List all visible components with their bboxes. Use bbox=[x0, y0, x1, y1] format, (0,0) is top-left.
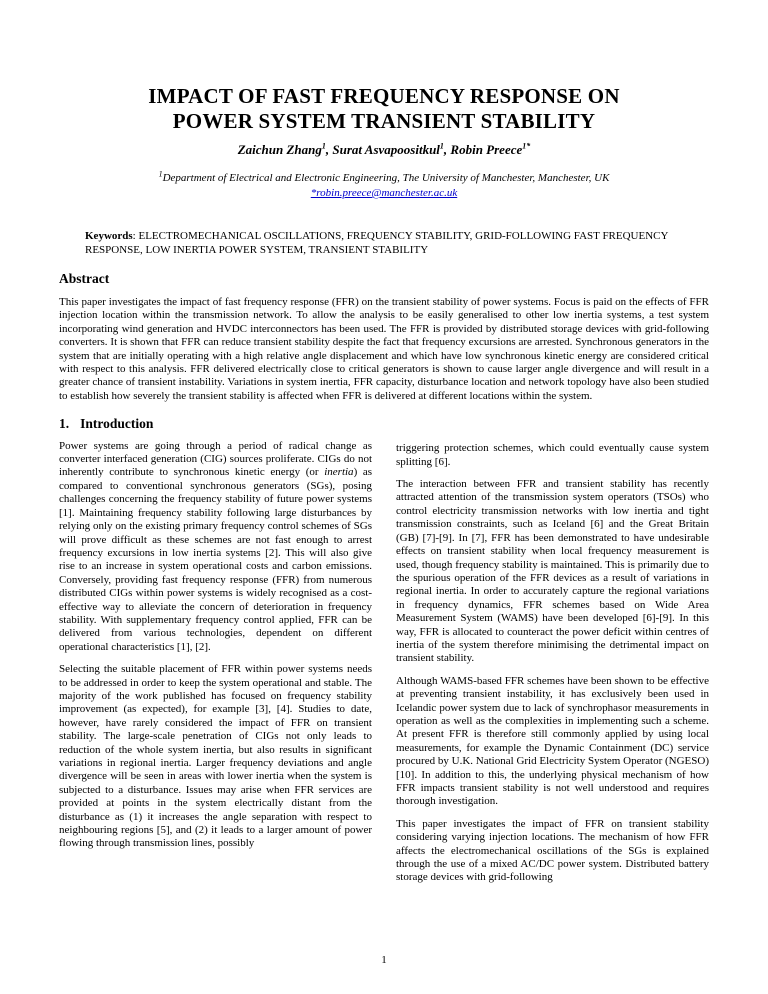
section-heading-introduction bbox=[59, 417, 372, 430]
paragraph: Although WAMS-based FFR schemes have been shown to be effective at preventing transient instability, it has exclusively been used in Icelandic power system due to lack of synchrophasor measurements in operation as well as the complexities in implementing such a scheme. At present FFR is therefore still commonly applied by using local measurements, for example the Dynamic Containment (DC) service procured by U.K. National Grid Electricity System Operator (NGESO) [10]. In addition to this, the underlying physical mechanism of how FFR impacts transient stability is not well understood and requires thorough investigation. bbox=[396, 674, 709, 808]
emphasized-term: inertia bbox=[324, 466, 354, 479]
left-column bbox=[59, 417, 372, 885]
keywords-line bbox=[85, 230, 707, 257]
introduction-section bbox=[59, 417, 709, 885]
section-title: Introduction bbox=[80, 416, 154, 432]
author-name: Zaichun Zhang bbox=[237, 142, 322, 157]
author-affiliation-marker: 1 bbox=[439, 141, 444, 151]
page-number: 1 bbox=[381, 954, 387, 966]
author-name: Robin Preece bbox=[450, 142, 523, 157]
paragraph-text: ) as compared to conventional synchronous generators (SGs), posing challenges concerning the frequency stability of future power systems [1]. Maintaining frequency stability following large disturbances by relying only on the existing primary frequency control schemes of SGs will prove difficult as these schemes are not fast enough to arrest frequency excursions in low inertia systems [2]. This will also give rise to an increase in system operational costs and carbon emissions. Conversely, providing fast frequency response (FFR) from numerous distributed CIGs within power systems is widely recognised as a cost-effective way to alleviate the concern of deterioration in frequency stability. With supplementary frequency control applied, FFR can be delivered from various technologies, dependent on different operational characteristics [1], [2]. bbox=[59, 466, 373, 653]
email-line bbox=[59, 187, 709, 200]
author-name: Surat Asvapoositkul bbox=[332, 142, 440, 157]
paragraph: The interaction between FFR and transient stability has recently attracted attention of the transmission system operators (TSOs) who control electricity transmission networks with low inertia and tight transmission constraints, such as Iceland [6] and the Great Britain (GB) [7]-[9]. In [7], FFR has been demonstrated to have undesirable effects on transient stability when local frequency measurement is used, though frequency stability is maintained. This is primarily due to the spurious operation of the FFR devices as a result of variations in regional inertia. In order to accurately capture the regional variations in frequency dynamics, FFR schemes based on Wide Area Measurement System (WAMS) have been developed [6]-[9]. In this way, FFR is allocated to counteract the power deficit within centres of inertia of the system therefore minimising the detrimental impact on transient stability. bbox=[396, 478, 709, 665]
affiliation-line bbox=[59, 169, 709, 185]
keywords-label: Keywords bbox=[85, 230, 133, 242]
affiliation-text: Department of Electrical and Electronic Engineering, The University of Manchester, Manchester, UK bbox=[162, 172, 610, 184]
paragraph: This paper investigates the impact of FFR on transient stability considering varying injection locations. The mechanism of how FFR affects the electromechanical oscillations of the SGs is explained through the use of a mixed AC/DC power system. Distributed battery storage devices with grid-following bbox=[396, 817, 709, 884]
paper-title-line-1: IMPACT OF FAST FREQUENCY RESPONSE ON bbox=[148, 84, 620, 108]
right-column bbox=[396, 417, 709, 885]
abstract-heading: Abstract bbox=[59, 271, 110, 286]
author-separator: , bbox=[325, 142, 333, 157]
keywords-text: : ELECTROMECHANICAL OSCILLATIONS, FREQUENCY STABILITY, GRID-FOLLOWING FAST FREQUENCY RESPONSE, LOW INERTIA POWER SYSTEM, TRANSIENT STABILITY bbox=[85, 230, 669, 256]
authors-line bbox=[59, 142, 709, 158]
paper-title-line-2: POWER SYSTEM TRANSIENT STABILITY bbox=[172, 109, 596, 133]
paragraph: Selecting the suitable placement of FFR within power systems needs to be addressed in order to keep the system operational and stable. The majority of the work published has focused on frequency stability improvement (as expected), for example [3], [4]. Studies to date, however, have rarely considered the impact of FFR on transient stability. The large-scale penetration of CIGs not only leads to reduction of the whole system inertia, but also results in significant variations in regional inertia. Larger frequency deviations and angle divergence will be seen in areas with lower inertia when the system is subjected to a disturbance. Issues may arise when FFR services are provided at points in the system electrically distant from the disturbance as (1) it increases the angle separation with respect to neighbouring regions [5], and (2) it leads to a larger amount of power flowing through transmission lines, possibly bbox=[59, 663, 372, 850]
section-number: 1. bbox=[59, 416, 70, 432]
author-affiliation-marker: 1* bbox=[522, 141, 531, 151]
paragraph: triggering protection schemes, which could eventually cause system splitting [6]. bbox=[396, 442, 709, 468]
author-separator: , bbox=[443, 142, 451, 157]
email-link[interactable]: *robin.preece@manchester.ac.uk bbox=[310, 187, 458, 199]
paragraph bbox=[59, 440, 372, 655]
author-affiliation-marker: 1 bbox=[321, 141, 326, 151]
paper-title bbox=[59, 84, 709, 134]
affiliation-marker: 1 bbox=[158, 169, 163, 179]
paragraph-text: Power systems are going through a period of radical change as converter interfaced generation (CIG) sources proliferate. CIGs do not inherently contribute to synchronous kinetic energy (or bbox=[59, 439, 372, 479]
abstract-text: This paper investigates the impact of fast frequency response (FFR) on the transient stability of power systems. Focus is paid on the effects of FFR injection location within the transmission network. To allow the analysis to be easily generalised to other low inertia systems, a test system incorporating wind generation and HVDC interconnectors has been used. The FFR is provided by distributed storage devices with grid-following converters. It is shown that FFR can reduce transient stability despite the fact that frequency excursions are arrested. Synchronous generators in the system that are initially operating with a high relative angle displacement and which have low synchronous kinetic energy are considered critical with respect to this analysis. FFR delivered electrically close to critical generators is shown to cause larger angle divergence and will result in a greater chance of transient instability. Variations in system inertia, FFR capacity, disturbance location and network topology have also been studied to establish how severely the transient stability is affected when FFR is delivered at different locations within the system. bbox=[59, 296, 709, 402]
